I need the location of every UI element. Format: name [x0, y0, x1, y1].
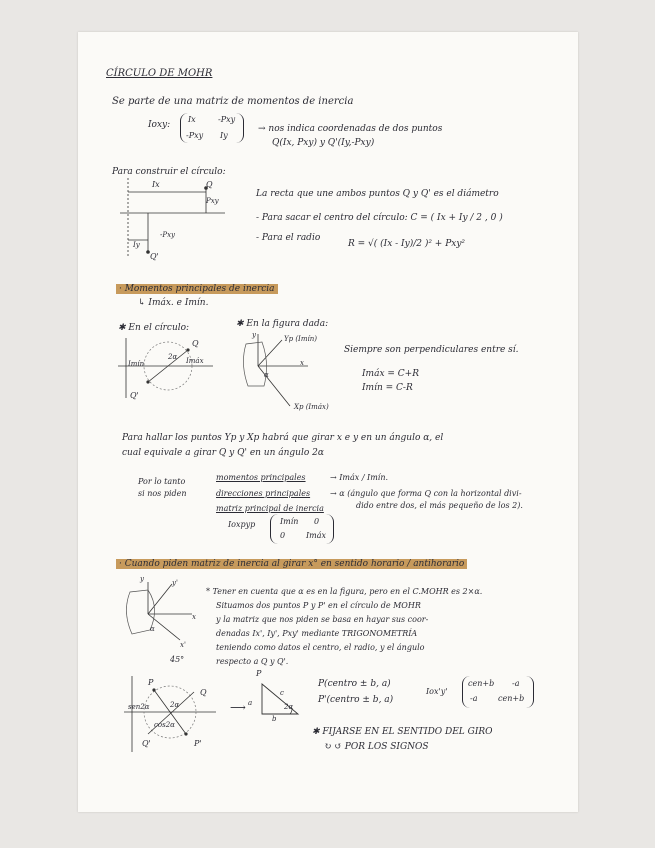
point-formula: P(centro ± b, a) [318, 679, 391, 689]
case-item: direcciones principales [216, 489, 311, 498]
arrow-glyph: ⟶ [230, 701, 246, 714]
therefore-label: si nos piden [138, 489, 187, 498]
matrix-cell: -Pxy [218, 115, 236, 124]
intro-text: Se parte de una matriz de momentos de inercia [112, 96, 354, 107]
highlight-title: · Momentos principales de inercia [116, 284, 278, 294]
circle-label: 2α [168, 353, 178, 361]
matrix-cell: Iy [220, 131, 228, 140]
circle-label: sen2α [128, 703, 150, 711]
triangle-label: P [256, 669, 262, 678]
diagram-label: Ix [152, 180, 160, 189]
circle-heading: ✱ En el círculo: [118, 323, 190, 333]
axis-label: x [300, 359, 304, 367]
circle-label: Q [192, 339, 199, 348]
radius-formula: R = √( (Ix - Iy)/2 )² + Pxy² [348, 239, 466, 249]
circle-point-label: P' [194, 739, 202, 748]
matrix-cell: -a [512, 679, 520, 688]
section-heading [116, 285, 278, 294]
rotated-matrix-label: Iox'y' [426, 687, 448, 696]
rotation-text: * Tener en cuenta que α es en la figura, pero en el C.MOHR es 2×α. [206, 587, 483, 596]
rotation-text: Situamos dos puntos P y P' en el círculo de MOHR [216, 601, 421, 610]
axis-label: x' [180, 641, 186, 649]
matrix-cell: Imín [280, 517, 299, 526]
point-formula: P'(centro ± b, a) [318, 695, 394, 705]
matrix-cell: -a [470, 694, 478, 703]
axis-label: α [264, 371, 269, 379]
circle-label: Q' [130, 391, 139, 400]
angle-label: α [150, 625, 155, 633]
matrix-note-points: Q(Ix, Pxy) y Q'(Iy,-Pxy) [272, 138, 375, 148]
matrix-cell: 0 [280, 531, 286, 540]
case-item: matriz principal de inercia [216, 504, 324, 513]
sign-note: ✱ FIJARSE EN EL SENTIDO DEL GIRO [312, 727, 493, 737]
matrix-cell: cen+b [498, 694, 525, 703]
trig-triangle [254, 680, 304, 724]
matrix-cell: 0 [314, 517, 320, 526]
angle-label: 45° [170, 655, 185, 664]
triangle-label: c [280, 689, 284, 697]
diagram-label: Q [206, 180, 213, 189]
highlight-title: · Cuando piden matriz de inercia al girar x° en sentido horario / antihorario [116, 559, 467, 569]
axis-label: y [140, 575, 144, 583]
matrix-cell: Imáx [306, 531, 327, 540]
circle-label: Imáx [186, 357, 204, 365]
diagram-label: Q' [150, 252, 159, 261]
triangle-label: b [272, 715, 277, 723]
axis-label: Xp (Imáx) [294, 403, 329, 411]
construct-text: - Para el radio [256, 233, 321, 243]
axis-label: y' [172, 579, 178, 587]
section-sub: ↳ Imáx. e Imín. [138, 298, 209, 308]
matrix-note: → nos indica coordenadas de dos puntos [258, 124, 443, 134]
perpendicular-note: Siempre son perpendiculares entre sí. [344, 345, 519, 355]
diagram-label: -Pxy [160, 231, 175, 239]
para-hallar-text: Para hallar los puntos Yp y Xp habrá que girar x e y en un ángulo α, el [122, 433, 444, 443]
case-result: → α (ángulo que forma Q con la horizontal divi- [330, 489, 522, 498]
matrix-cell: -Pxy [186, 131, 204, 140]
circle-point-label: P [148, 678, 154, 687]
axis-label: Yp (Imín) [284, 335, 317, 343]
diagram-label: Pxy [206, 197, 219, 205]
rotation-text: teniendo como datos el centro, el radio, y el ángulo [216, 643, 425, 652]
imin-equation: Imín = C-R [362, 383, 413, 393]
sign-note: ↻ ↺ POR LOS SIGNOS [324, 742, 429, 752]
rotation-figure [120, 575, 200, 650]
case-result: dido entre dos, el más pequeño de los 2). [356, 501, 523, 510]
matrix-cell: cen+b [468, 679, 495, 688]
circle-label: Imín [128, 360, 145, 368]
case-item: momentos principales [216, 473, 306, 482]
triangle-label: a [248, 699, 253, 707]
rotation-text: denadas Ix', Iy', Pxy' mediante TRIGONOMETRÍA [216, 629, 418, 638]
rotation-text: y la matriz que nos piden se basa en hayar sus coor- [216, 615, 429, 624]
construct-heading: Para construir el círculo: [112, 167, 226, 177]
construct-text: La recta que une ambos puntos Q y Q' es el diámetro [256, 189, 499, 199]
circle-label: cos2α [154, 721, 175, 729]
axis-label: x [192, 613, 196, 621]
circle-label: 2α [170, 701, 180, 709]
section-heading [116, 560, 467, 569]
para-hallar-text: cual equivale a girar Q y Q' en un ángulo 2α [122, 448, 324, 458]
page-title: CÍRCULO DE MOHR [106, 68, 213, 79]
principal-matrix-label: Ioxpyp [228, 520, 256, 529]
rotation-text: respecto a Q y Q'. [216, 657, 289, 666]
figure-heading: ✱ En la figura dada: [236, 319, 329, 329]
diagram-label: Iy [133, 241, 140, 249]
triangle-label: 2α [284, 703, 294, 711]
case-result: → Imáx / Imín. [330, 473, 389, 482]
matrix-label: Ioxy: [148, 120, 171, 130]
axis-label: y [252, 331, 256, 339]
circle-point-label: Q' [142, 739, 151, 748]
therefore-label: Por lo tanto [138, 477, 186, 486]
matrix-cell: Ix [188, 115, 196, 124]
imax-equation: Imáx = C+R [362, 369, 419, 379]
principal-axes-figure [240, 331, 330, 414]
circle-point-label: Q [200, 688, 207, 697]
construct-text: - Para sacar el centro del círculo: C = ( Ix + Iy / 2 , 0 ) [256, 213, 503, 223]
